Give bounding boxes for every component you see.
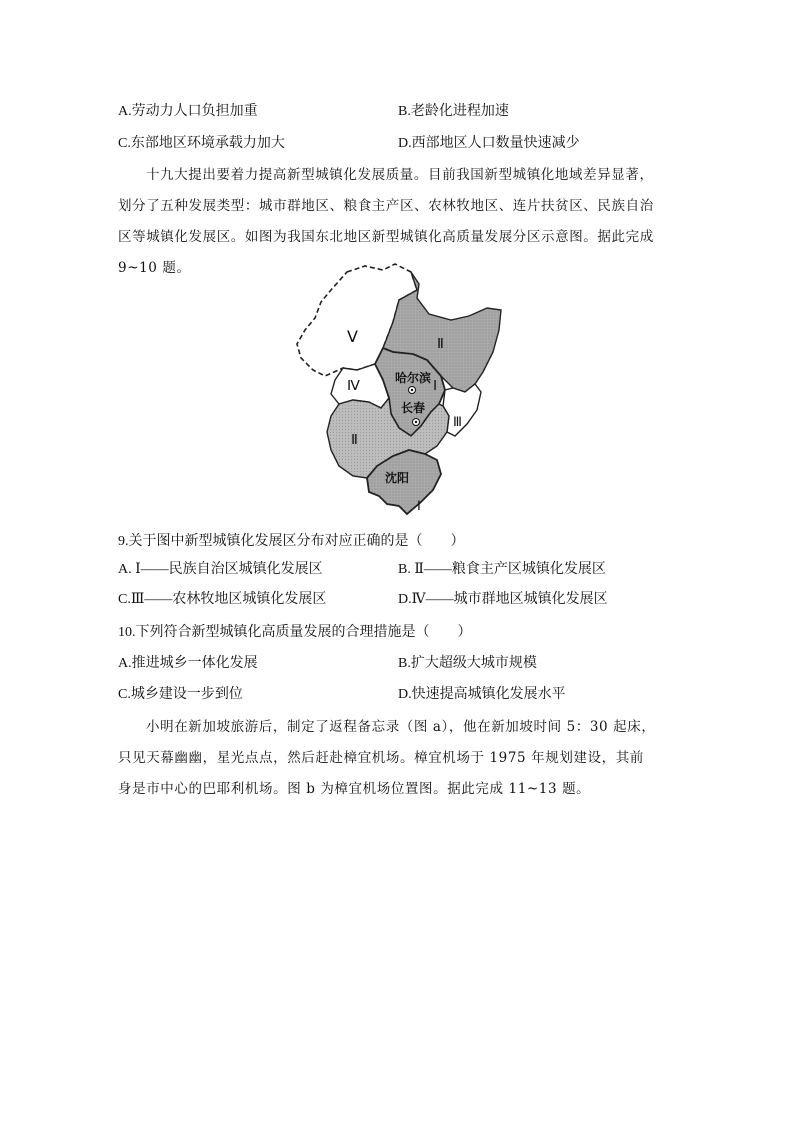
option-d-prev: D.西部地区人口数量快速减少: [398, 136, 580, 151]
city-harbin-label: 哈尔滨: [395, 371, 432, 385]
question-9-stem: 9.关于图中新型城镇化发展区分布对应正确的是（ ）: [118, 534, 465, 549]
region-i-mid-label: Ⅰ: [433, 379, 438, 394]
option-c-prev: C.东部地区环境承载力加大: [118, 136, 285, 151]
city-shenyang-label: 沈阳: [385, 471, 410, 485]
city-changchun-label: 长春: [401, 401, 426, 415]
passage-2-text: 小明在新加坡旅游后，制定了返程备忘录（图 a），他在新加坡时间 5：30 起床，只见天幕幽幽，星光点点，然后赶赴樟宜机场。樟宜机场于 1975 年规划建设，其前身是市中心的巴耶利机场。图 b 为樟宜机场位置图。据此完成 11~13 题。: [118, 719, 656, 797]
question-9-option-b: B. Ⅱ——粮食主产区城镇化发展区: [398, 562, 606, 577]
region-ii-east-label: Ⅱ: [437, 337, 444, 352]
question-9-option-a: A. Ⅰ——民族自治区城镇化发展区: [118, 562, 323, 577]
question-9-option-d: D.Ⅳ——城市群地区城镇化发展区: [398, 592, 608, 607]
region-iv-label: Ⅳ: [347, 379, 360, 394]
city-changchun-marker: [413, 419, 420, 426]
region-v-label: Ⅴ: [347, 329, 358, 346]
passage-1-text: 十九大提出要着力提高新型城镇化发展质量。目前我国新型城镇化地域差异显著，划分了五种发展类型：城市群地区、粮食主产区、农林牧地区、连片扶贫区、民族自治区等城镇化发展区。如图为我国东北地区新型城镇化高质量发展分区示意图。据此完成 9~10 题。: [118, 167, 654, 276]
passage-2: [118, 712, 658, 805]
city-harbin-marker: [409, 387, 416, 394]
question-10-option-a: A.推进城乡一体化发展: [118, 656, 258, 671]
question-10-option-b: B.扩大超级大城市规模: [398, 656, 537, 671]
option-b-prev: B.老龄化进程加速: [398, 104, 509, 119]
northeast-china-zoning-map: [287, 260, 507, 522]
region-iii-area: [443, 384, 481, 436]
question-10-option-c: C.城乡建设一步到位: [118, 687, 243, 702]
question-9-option-c: C.Ⅲ——农林牧地区城镇化发展区: [118, 592, 327, 607]
question-10-stem: 10.下列符合新型城镇化高质量发展的合理措施是（ ）: [118, 625, 472, 640]
region-iii-label: Ⅲ: [453, 414, 462, 429]
region-i-south-label: Ⅰ: [417, 498, 421, 513]
region-ii-west-label: Ⅱ: [351, 433, 358, 448]
question-10-option-d: D.快速提高城镇化发展水平: [398, 687, 566, 702]
option-a-prev: A.劳动力人口负担加重: [118, 104, 258, 119]
